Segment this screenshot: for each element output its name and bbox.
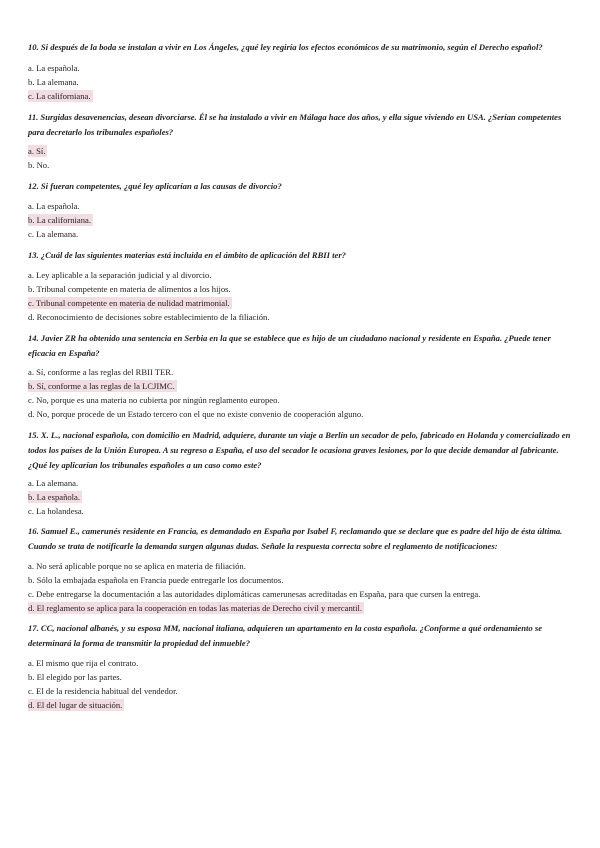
option-14b-correct[interactable]: b. Sí, conforme a las reglas de la LCJIMC. (28, 381, 175, 391)
question-12: 12. Si fueran competentes, ¿qué ley aplicarían a las causas de divorcio? (28, 181, 282, 191)
option-13b[interactable]: b. Tribunal competente en materia de alimentos a los hijos. (28, 284, 231, 294)
option-12a[interactable]: a. La española. (28, 201, 80, 211)
option-12c[interactable]: c. La alemana. (28, 229, 79, 239)
option-14d[interactable]: d. No, porque procede de un Estado tercero con el que no existe convenio de cooperación alguno. (28, 409, 364, 419)
question-15: 15. X. L., nacional española, con domicilio en Madrid, adquiere, durante un viaje a Berlín un secador de pelo, fabricado en Holanda y comercializado en todos los países de la Unión Europea. A su regreso a España, el uso del secador le ocasiona graves lesiones, por lo que decide demandar al fabricante. ¿Qué ley aplicarían los tribunales españoles a un caso como este? (28, 430, 571, 470)
option-16a[interactable]: a. No será aplicable porque no se aplica en materia de filiación. (28, 561, 246, 571)
option-13d[interactable]: d. Reconocimiento de decisiones sobre establecimiento de la filiación. (28, 312, 270, 322)
option-17a[interactable]: a. El mismo que rija el contrato. (28, 658, 139, 668)
option-14a[interactable]: a. Sí, conforme a las reglas del RBII TER. (28, 367, 174, 377)
option-16b[interactable]: b. Sólo la embajada española en Francia puede entregarle los documentos. (28, 575, 284, 585)
option-11a-correct[interactable]: a. Sí. (28, 146, 46, 156)
option-10a[interactable]: a. La española. (28, 63, 80, 73)
option-17b[interactable]: b. El elegido por las partes. (28, 672, 122, 682)
question-16: 16. Samuel E., camerunés residente en Francia, es demandado en España por Isabel F, reclamando que se declare que es padre del hijo de ésta última. Cuando se trata de notificarle la demanda surgen algunas dudas. Señale la respuesta correcta sobre el reglamento de notificaciones: (28, 526, 563, 551)
option-16d-correct[interactable]: d. El reglamento se aplica para la cooperación en todas las materias de Derecho civil y mercantil. (28, 603, 363, 613)
option-15c[interactable]: c. La holandesa. (28, 506, 84, 516)
option-15a[interactable]: a. La alemana. (28, 478, 79, 488)
option-10b[interactable]: b. La alemana. (28, 77, 79, 87)
option-16c[interactable]: c. Debe entregarse la documentación a las autoridades diplomáticas camerunesas acreditadas en España, para que cursen la entrega. (28, 589, 481, 599)
question-11: 11. Surgidas desavenencias, desean divorciarse. Él se ha instalado a vivir en Málaga hace dos años, y ella sigue viviendo en USA. ¿Serían competentes para decretarlo los tribunales españoles? (28, 112, 562, 137)
option-15b-correct[interactable]: b. La española. (28, 492, 81, 502)
option-12b-correct[interactable]: b. La californiana. (28, 215, 91, 225)
option-13a[interactable]: a. Ley aplicable a la separación judicial y al divorcio. (28, 270, 212, 280)
question-13: 13. ¿Cuál de las siguientes materias está incluida en el ámbito de aplicación del RBII ter? (28, 250, 346, 260)
option-17d-correct[interactable]: d. El del lugar de situación. (28, 700, 123, 710)
option-17c[interactable]: c. El de la residencia habitual del vendedor. (28, 686, 178, 696)
option-11b[interactable]: b. No. (28, 160, 50, 170)
option-13c-correct[interactable]: c. Tribunal competente en materia de nulidad matrimonial. (28, 298, 230, 308)
question-14: 14. Javier ZR ha obtenido una sentencia en Serbia en la que se establece que es hijo de un ciudadano nacional y residente en España. ¿Puede tener eficacia en España? (28, 333, 551, 358)
option-14c[interactable]: c. No, porque es una materia no cubierta por ningún reglamento europeo. (28, 395, 280, 405)
question-17: 17. CC, nacional albanés, y su esposa MM, nacional italiana, adquieren un apartamento en la costa española. ¿Conforme a qué ordenamiento se determinará la forma de transmitir la propiedad del inmueble? (28, 623, 543, 648)
question-10: 10. Si después de la boda se instalan a vivir en Los Ángeles, ¿qué ley regiría los efectos económicos de su matrimonio, según el Derecho español? (28, 42, 543, 52)
option-10c-correct[interactable]: c. La californiana. (28, 91, 91, 101)
